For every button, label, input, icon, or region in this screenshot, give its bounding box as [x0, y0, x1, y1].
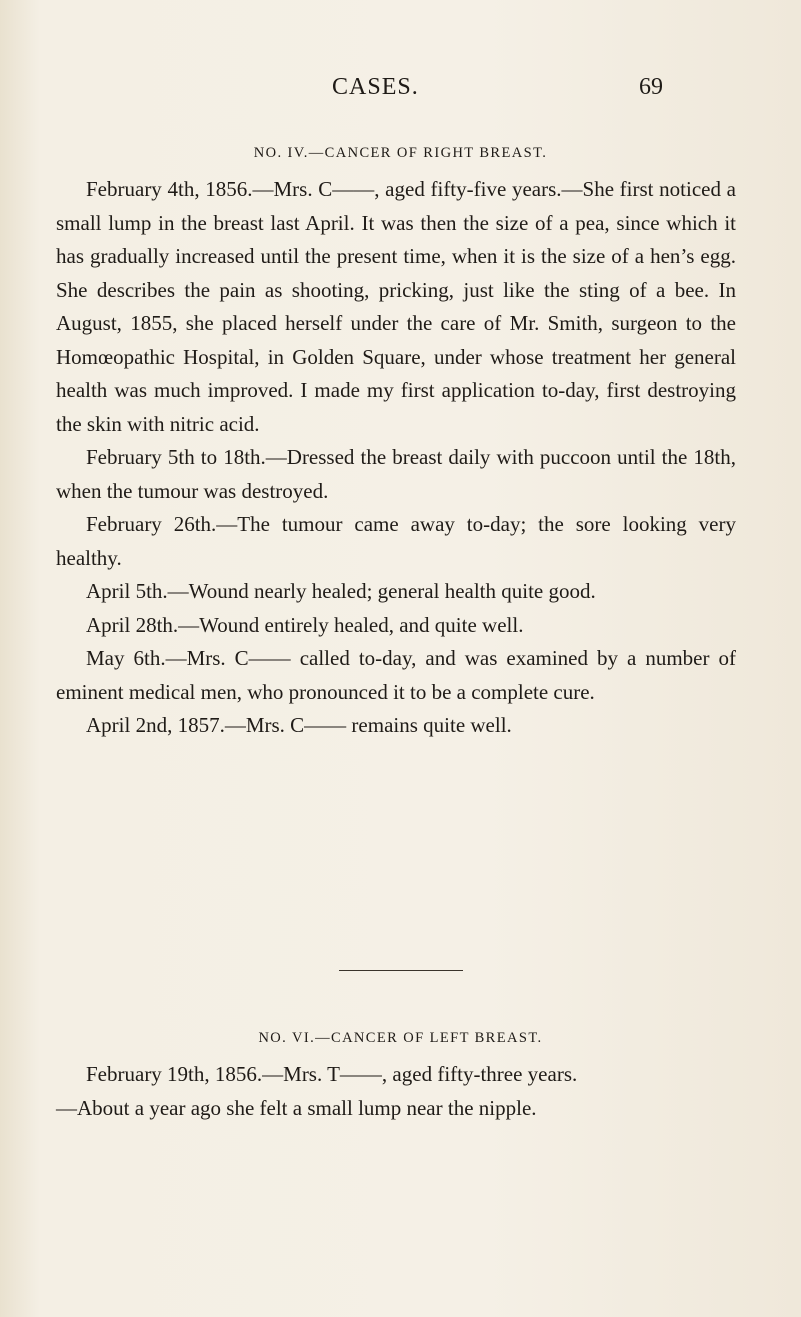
- case-vi-body: [56, 1058, 736, 1125]
- case-iv-entry: April 28th.—Wound entirely healed, and quite well.: [86, 612, 524, 637]
- section-divider: [339, 970, 463, 971]
- case-iv-heading: NO. IV.—CANCER OF RIGHT BREAST.: [253, 145, 548, 161]
- case-iv-entry: April 2nd, 1857.—Mrs. C—— remains quite well.: [86, 713, 512, 737]
- running-head: [0, 74, 801, 106]
- case-iv-entry: February 5th to 18th.—Dressed the breast daily with puccoon until the 18th, when the tumour was destroyed.: [56, 445, 736, 503]
- case-iv-entry: February 26th.—The tumour came away to-day; the sore looking very healthy.: [56, 512, 736, 570]
- case-vi-entry: February 19th, 1856.—Mrs. T——, aged fifty-three years.: [86, 1062, 578, 1086]
- running-title: CASES.: [332, 74, 419, 100]
- case-iv-body: [56, 173, 736, 743]
- case-iv-entry: February 4th, 1856.—Mrs. C——, aged fifty-five years.—She first noticed a small lump in the breast last April. It was then the size of a pea, since which it has gradually increased until the present time, when it is the size of a hen’s egg. She describes the pain as shooting, pricking, just like the sting of a bee. In August, 1855, she placed herself under the care of Mr. Smith, surgeon to the Homœopathic Hospital, in Golden Square, under whose treatment her general health was much improved. I made my first application to-day, first destroying the skin with nitric acid.: [56, 177, 736, 436]
- case-iv-entry: April 5th.—Wound nearly healed; general health quite good.: [86, 579, 596, 603]
- page-number: 69: [639, 74, 663, 100]
- case-vi-entry: —About a year ago she felt a small lump near the nipple.: [56, 1095, 537, 1120]
- case-iv-entry: May 6th.—Mrs. C—— called to-day, and was examined by a number of eminent medical men, who pronounced it to be a complete cure.: [56, 646, 736, 704]
- case-vi-heading: NO. VI.—CANCER OF LEFT BREAST.: [258, 1030, 543, 1046]
